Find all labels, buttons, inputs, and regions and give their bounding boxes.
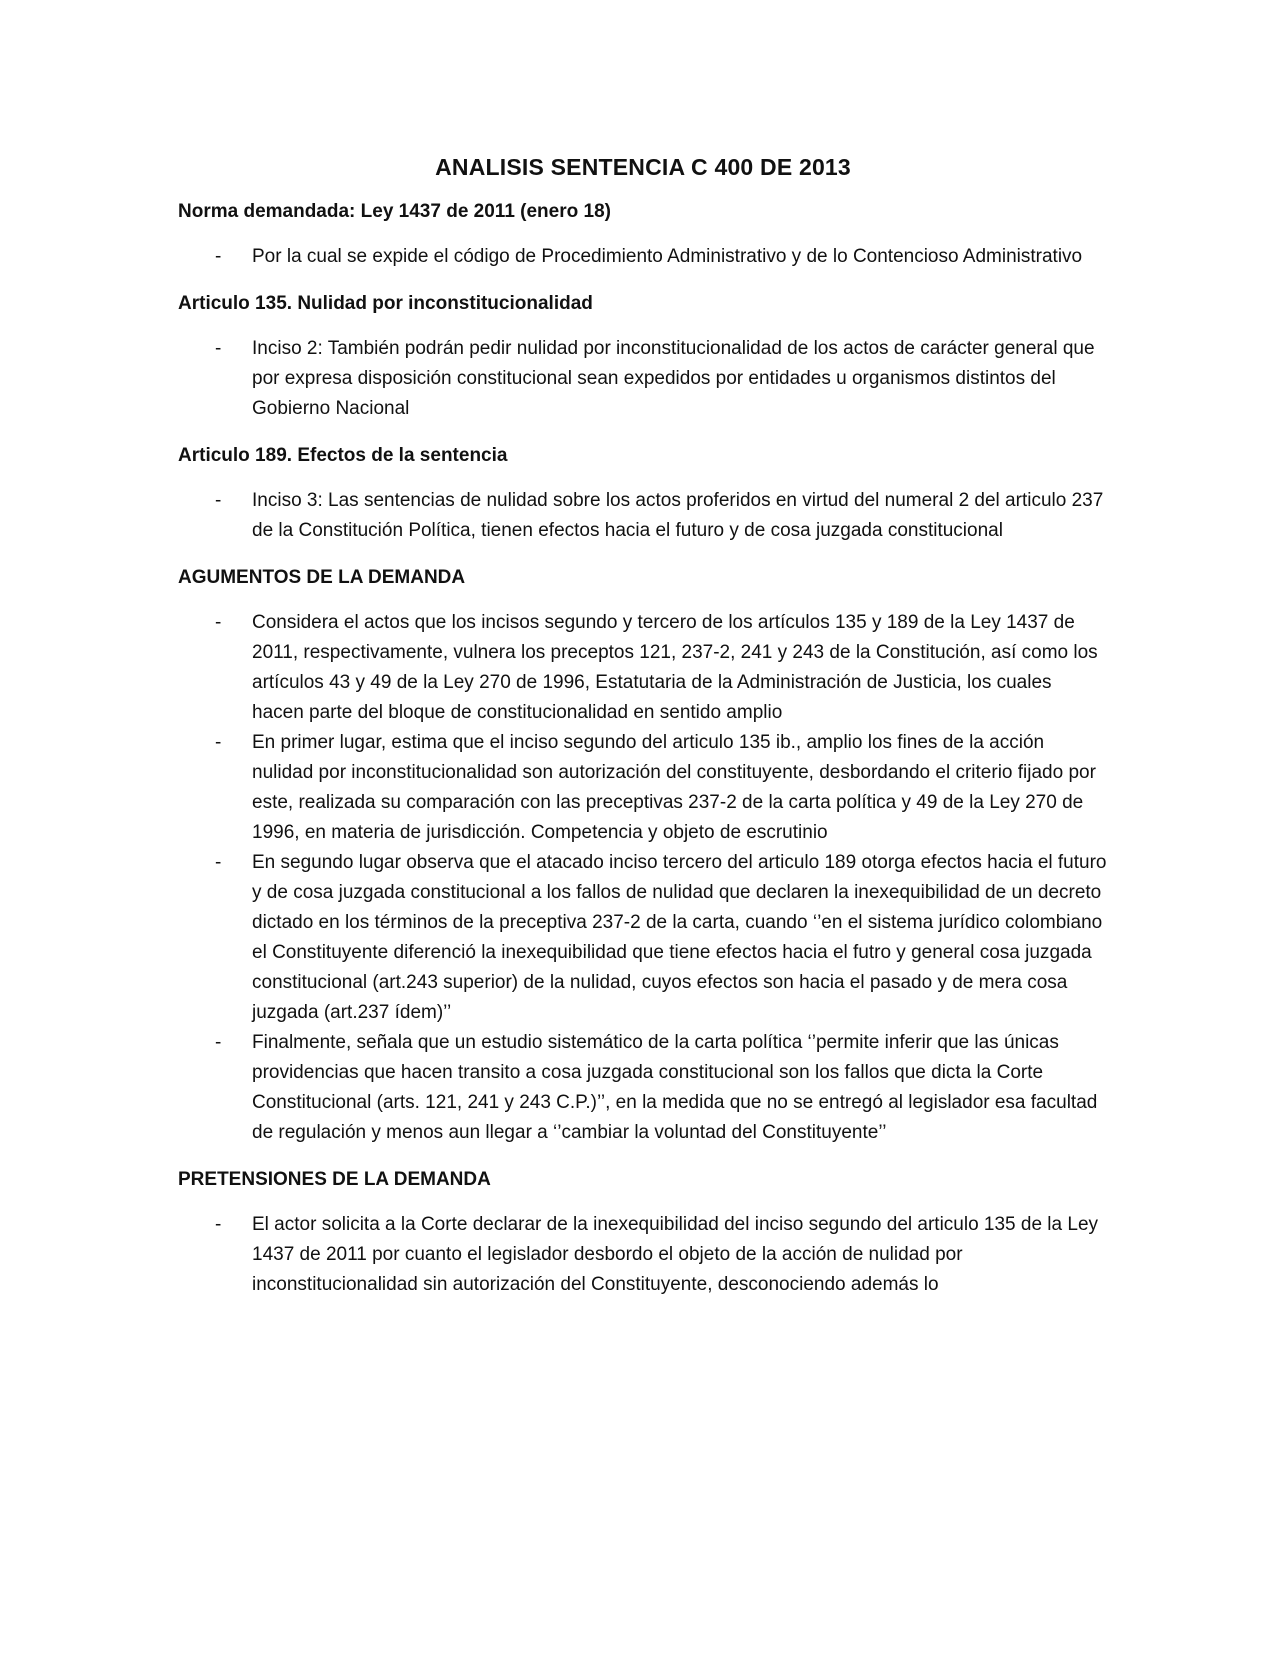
section-list: [178, 242, 1108, 272]
section-articulo-189: [178, 442, 1108, 546]
list-item: [178, 1210, 1108, 1300]
section-heading: PRETENSIONES DE LA DEMANDA: [178, 1169, 491, 1190]
list-item-text: Inciso 3: Las sentencias de nulidad sobre los actos proferidos en virtud del numeral 2 del articulo 237 de la Constitución Política, tienen efectos hacia el futuro y de cosa juzgada constitucional: [252, 490, 1104, 541]
section-list: [178, 1210, 1108, 1300]
section-norma-demandada: [178, 198, 1108, 272]
bullet-dash: -: [215, 612, 222, 633]
document-content: [178, 150, 1108, 1318]
section-list: [178, 608, 1108, 1148]
bullet-dash: -: [215, 1214, 222, 1235]
list-item: [178, 334, 1108, 424]
bullet-dash: -: [215, 338, 222, 359]
list-item: [178, 242, 1108, 272]
list-item-text: El actor solicita a la Corte declarar de la inexequibilidad del inciso segundo del articulo 135 de la Ley 1437 de 2011 por cuanto el legislador desbordo el objeto de la acción de nulidad por inconstitucionalidad sin autorización del Constituyente, desconociendo además lo: [252, 1214, 1099, 1295]
section-heading: AGUMENTOS DE LA DEMANDA: [178, 567, 466, 588]
section-heading: Norma demandada: Ley 1437 de 2011 (enero 18): [178, 201, 611, 222]
list-item: [178, 1028, 1108, 1148]
list-item: [178, 608, 1108, 728]
list-item: [178, 486, 1108, 546]
list-item-text: Considera el actos que los incisos segundo y tercero de los artículos 135 y 189 de la Ley 1437 de 2011, respectivamente, vulnera los preceptos 121, 237-2, 241 y 243 de la Constitución, así como los artículos 43 y 49 de la Ley 270 de 1996, Estatutaria de la Administración de Justicia, los cuales hacen parte del bloque de constitucionalidad en sentido amplio: [252, 612, 1098, 723]
list-item-text: Por la cual se expide el código de Procedimiento Administrativo y de lo Contencioso Administrativo: [252, 246, 1083, 267]
list-item: [178, 728, 1108, 848]
section-pretensiones: [178, 1166, 1108, 1300]
list-item-text: En segundo lugar observa que el atacado inciso tercero del articulo 189 otorga efectos hacia el futuro y de cosa juzgada constitucional a los fallos de nulidad que declaren la inexequibilidad de un decreto dictado en los términos de la preceptiva 237-2 de la carta, cuando ‘’en el sistema jurídico colombiano el Constituyente diferenció la inexequibilidad que tiene efectos hacia el futro y general cosa juzgada constitucional (art.243 superior) de la nulidad, cuyos efectos son hacia el pasado y de mera cosa juzgada (art.237 ídem)’’: [252, 852, 1107, 1023]
list-item: [178, 848, 1108, 1028]
section-articulo-135: [178, 290, 1108, 424]
bullet-dash: -: [215, 1032, 222, 1053]
list-item-text: Inciso 2: También podrán pedir nulidad por inconstitucionalidad de los actos de carácter general que por expresa disposición constitucional sean expedidos por entidades u organismos distintos del Gobierno Nacional: [252, 338, 1095, 419]
bullet-dash: -: [215, 490, 222, 511]
section-list: [178, 334, 1108, 424]
section-heading: Articulo 135. Nulidad por inconstitucionalidad: [178, 293, 593, 314]
section-argumentos: [178, 564, 1108, 1148]
section-heading: Articulo 189. Efectos de la sentencia: [178, 445, 508, 466]
list-item-text: Finalmente, señala que un estudio sistemático de la carta política ‘’permite inferir que las únicas providencias que hacen transito a cosa juzgada constitucional son los fallos que dicta la Corte Constitucional (arts. 121, 241 y 243 C.P.)’’, en la medida que no se entregó al legislador esa facultad de regulación y menos aun llegar a ‘’cambiar la voluntad del Constituyente’’: [252, 1032, 1098, 1143]
list-item-text: En primer lugar, estima que el inciso segundo del articulo 135 ib., amplio los fines de la acción nulidad por inconstitucionalidad son autorización del constituyente, desbordando el criterio fijado por este, realizada su comparación con las preceptivas 237-2 de la carta política y 49 de la Ley 270 de 1996, en materia de jurisdicción. Competencia y objeto de escrutinio: [252, 732, 1096, 843]
bullet-dash: -: [215, 852, 222, 873]
bullet-dash: -: [215, 732, 222, 753]
bullet-dash: -: [215, 246, 222, 267]
section-list: [178, 486, 1108, 546]
page-title: ANALISIS SENTENCIA C 400 DE 2013: [435, 154, 851, 180]
